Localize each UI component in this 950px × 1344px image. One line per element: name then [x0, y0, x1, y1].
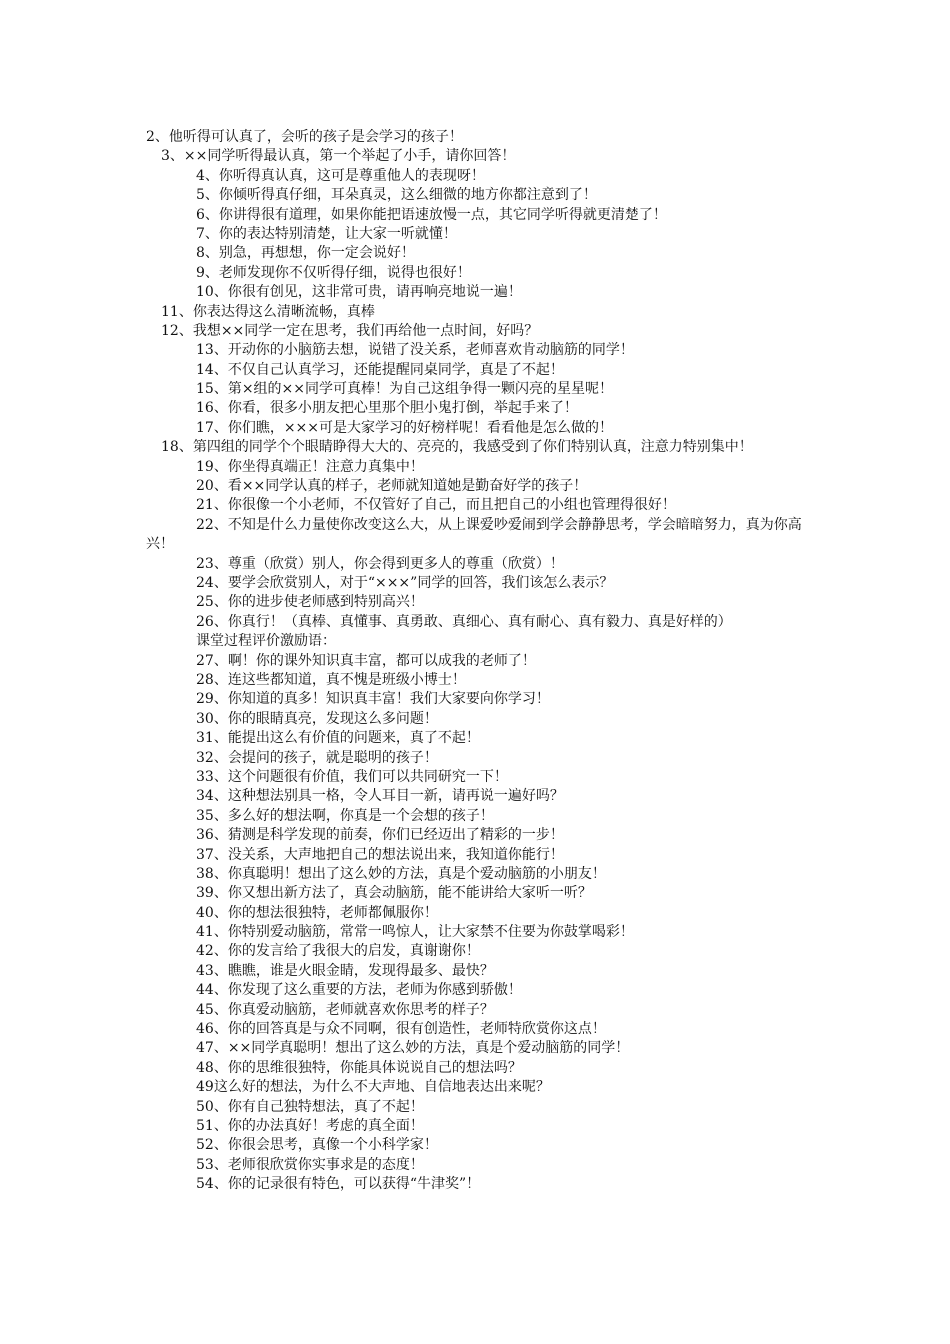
text-line: 21、你很像一个小老师，不仅管好了自己，而且把自己的小组也管理得很好！: [196, 497, 676, 514]
text-line: 6、你讲得很有道理，如果你能把语速放慢一点，其它同学听得就更清楚了！: [196, 206, 667, 223]
text-line: 32、会提问的孩子，就是聪明的孩子！: [196, 749, 438, 766]
text-line: 53、老师很欣赏你实事求是的态度！: [196, 1156, 424, 1173]
text-line: 39、你又想出新方法了，真会动脑筋，能不能讲给大家听一听？: [196, 885, 592, 902]
text-line: 29、你知道的真多！知识真丰富！我们大家要向你学习！: [196, 691, 550, 708]
text-line: 49这么好的想法，为什么不大声地、自信地表达出来呢？: [196, 1079, 550, 1096]
text-line: 10、你很有创见，这非常可贵，请再响亮地说一遍！: [196, 284, 522, 301]
text-line: 30、你的眼睛真亮，发现这么多问题！: [196, 710, 438, 727]
section-heading: 课堂过程评价激励语：: [196, 633, 336, 650]
text-line: 23、尊重（欣赏）别人，你会得到更多人的尊重（欣赏）！: [196, 555, 564, 572]
text-line: 24、要学会欣赏别人，对于“×××”同学的回答，我们该怎么表示？: [196, 575, 614, 592]
text-line: 20、看××同学认真的样子，老师就知道她是勤奋好学的孩子！: [196, 478, 588, 495]
text-line: 31、能提出这么有价值的问题来，真了不起！: [196, 730, 480, 747]
text-line: 25、你的进步使老师感到特别高兴！: [196, 594, 424, 611]
text-line: 22、不知是什么力量使你改变这么大，从上课爱吵爱闹到学会静静思考，学会暗暗努力，真为你高兴！: [146, 516, 802, 553]
text-line: 26、你真行！（真棒、真懂事、真勇敢、真细心、真有耐心、真有毅力、真是好样的）: [196, 613, 732, 630]
text-line: 38、你真聪明！想出了这么妙的方法，真是个爱动脑筋的小朋友！: [196, 865, 606, 882]
text-line: 11、你表达得这么清晰流畅，真棒: [161, 303, 375, 320]
text-line: 50、你有自己独特想法，真了不起！: [196, 1098, 424, 1115]
text-line: 37、没关系，大声地把自己的想法说出来，我知道你能行！: [196, 846, 564, 863]
text-line: 14、不仅自己认真学习，还能提醒同桌同学，真是了不起！: [196, 361, 564, 378]
text-line: 44、你发现了这么重要的方法，老师为你感到骄傲！: [196, 982, 522, 999]
text-line: 4、你听得真认真，这可是尊重他人的表现呀！: [196, 167, 485, 184]
text-line: 7、你的表达特别清楚，让大家一听就懂！: [196, 225, 457, 242]
text-line: 46、你的回答真是与众不同啊，很有创造性，老师特欣赏你这点！: [196, 1021, 606, 1038]
text-line: 40、你的想法很独特，老师都佩服你！: [196, 904, 438, 921]
text-line: 28、连这些都知道，真不愧是班级小博士！: [196, 672, 466, 688]
text-line: 13、开动你的小脑筋去想，说错了没关系，老师喜欢肯动脑筋的同学！: [196, 342, 634, 359]
text-line: 27、啊！你的课外知识真丰富，都可以成我的老师了！: [196, 652, 536, 669]
text-line: 2、他听得可认真了，会听的孩子是会学习的孩子！: [146, 129, 463, 145]
text-line: 43、瞧瞧，谁是火眼金睛，发现得最多、最快？: [196, 962, 494, 979]
text-line: 5、你倾听得真仔细，耳朵真灵，这么细微的地方你都注意到了！: [196, 187, 597, 204]
text-line: 12、我想××同学一定在思考，我们再给他一点时间，好吗？: [161, 322, 539, 339]
text-line: 47、××同学真聪明！想出了这么妙的方法，真是个爱动脑筋的同学！: [196, 1040, 630, 1057]
text-line: 34、这种想法别具一格，令人耳目一新，请再说一遍好吗？: [196, 788, 564, 805]
text-line: 41、你特别爱动脑筋，常常一鸣惊人，让大家禁不住要为你鼓掌喝彩！: [196, 924, 634, 941]
text-line: 45、你真爱动脑筋，老师就喜欢你思考的样子？: [196, 1001, 494, 1018]
text-line: 48、你的思维很独特，你能具体说说自己的想法吗？: [196, 1059, 522, 1076]
text-line: 54、你的记录很有特色，可以获得“牛津奖”！: [196, 1176, 481, 1193]
text-line: 42、你的发言给了我很大的启发，真谢谢你！: [196, 943, 480, 960]
text-line: 16、你看，很多小朋友把心里那个胆小鬼打倒，举起手来了！: [196, 400, 578, 417]
text-line: 3、××同学听得最认真，第一个举起了小手，请你回答！: [161, 148, 516, 165]
text-line: 36、猜测是科学发现的前奏，你们已经迈出了精彩的一步！: [196, 827, 564, 844]
text-line: 18、第四组的同学个个眼睛睁得大大的、亮亮的，我感受到了你们特别认真，注意力特别集中！: [161, 439, 753, 456]
text-line: 33、这个问题很有价值，我们可以共同研究一下！: [196, 768, 508, 785]
text-line: 19、你坐得真端正！注意力真集中！: [196, 458, 424, 475]
text-line: 17、你们瞧，×××可是大家学习的好榜样呢！看看他是怎么做的！: [196, 419, 614, 436]
text-line: 15、第×组的××同学可真棒！为自己这组争得一颗闪亮的星星呢！: [196, 381, 614, 398]
text-line: 9、老师发现你不仅听得仔细，说得也很好！: [196, 264, 471, 281]
text-line: 51、你的办法真好！考虑的真全面！: [196, 1117, 424, 1134]
text-line: 8、别急，再想想，你一定会说好！: [196, 245, 415, 262]
document-body: [146, 128, 806, 1195]
text-line: 52、你很会思考，真像一个小科学家！: [196, 1137, 438, 1154]
text-line: 35、多么好的想法啊，你真是一个会想的孩子！: [196, 807, 494, 824]
